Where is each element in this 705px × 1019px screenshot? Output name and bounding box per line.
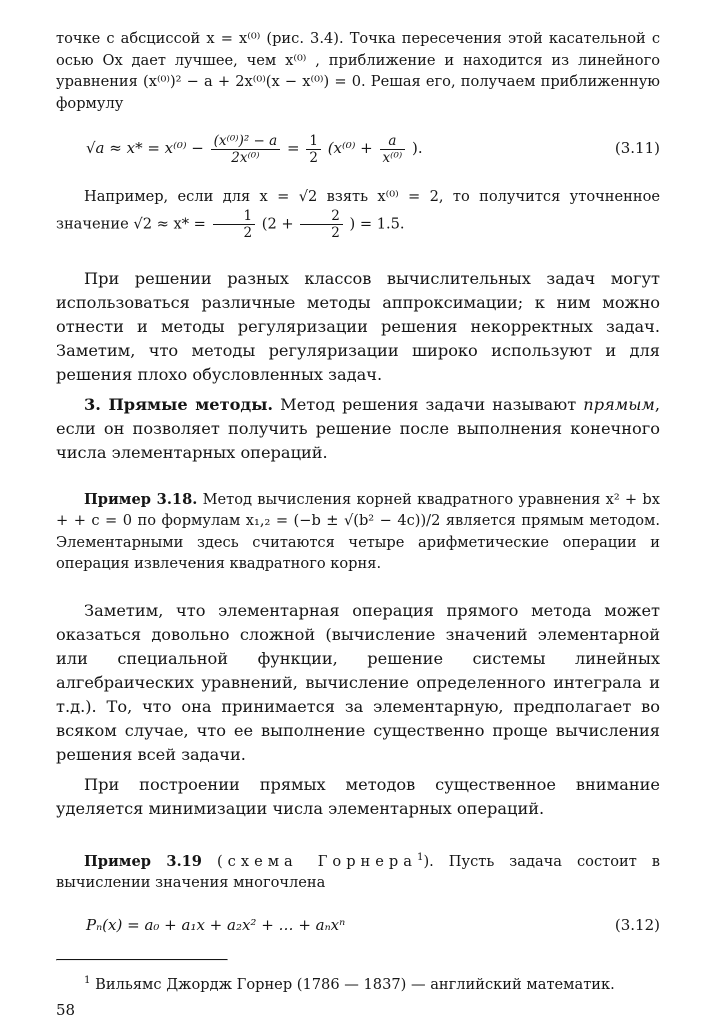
paragraph-elementary-operation: Заметим, что элементарная операция прямого метода может оказаться довольно сложной (вычисление значений элементарной или специальной функции, решение системы линейных алгебраических уравнений, вычисление определенного интеграла и т.д.). То, что она принимается за элементарную, предполагает во всяком случае, что ее выполнение существенно проще вычисления решения всей задачи.: [56, 600, 660, 764]
footnote-ref[interactable]: 1: [416, 851, 424, 863]
footnote: [56, 971, 660, 995]
example-frac2: $\frac{2}{2}$: [300, 208, 343, 241]
example-3-19-heading: Пример 3.19: [84, 852, 202, 870]
example-frac1: $\frac{1}{2}$: [213, 208, 256, 241]
eq311-frac1: $\frac{\text{(x⁽⁰⁾)² − a}}{\text{2x⁽⁰⁾}}$: [211, 133, 281, 166]
footnote-area: [56, 959, 660, 995]
footnote-text: Вильямс Джордж Горнер (1786 — 1837) — английский математик.: [95, 976, 615, 994]
paragraph-direct-methods: [56, 393, 660, 465]
paragraph-minimization: При построении прямых методов существенное внимание уделяется минимизации числа элементарных операций.: [56, 774, 660, 818]
footnote-mark: 1: [84, 975, 91, 987]
eq311-frac2: $\frac{1}{2}$: [306, 133, 321, 166]
page-content: [56, 28, 660, 1019]
paragraph-tangent: точке с абсциссой x = x⁽⁰⁾ (рис. 3.4). Точка пересечения этой касательной с осью Ox дает лучшее, чем x⁽⁰⁾ , приближение и находится из линейного уравнения (x⁽⁰⁾)² − a + 2x⁽⁰⁾(x − x⁽⁰⁾) = 0. Решая его, получаем приближенную формулу: [56, 30, 660, 112]
equation-3-11-body: [86, 128, 423, 168]
paragraph-approximation: При решении разных классов вычислительных задач могут использоваться различные методы аппроксимации; к ним можно отнести и методы регуляризации решения некорректных задач. Заметим, что методы регуляризации широко используют и для решения плохо обусловленных задач.: [56, 268, 660, 384]
eq311-rhs-end: ).: [411, 139, 423, 157]
direct-methods-term: прямым: [583, 394, 655, 414]
example-3-18-heading: Пример 3.18.: [84, 490, 198, 508]
eq311-frac3: $\frac{a}{\text{x⁽⁰⁾}}$: [380, 133, 406, 166]
paragraph-example-sqrt2: [56, 186, 660, 241]
example-mid: (2 +: [261, 215, 294, 232]
horner-scheme-label: (схема Горнера: [216, 852, 417, 870]
example-3-19: [56, 847, 660, 894]
direct-methods-text2: , если он позволяет получить решение после выполнения конечного числа элементарных операций.: [56, 394, 660, 462]
footnote-rule: [56, 959, 228, 961]
eq311-rhs-start: (x⁽⁰⁾ +: [327, 139, 373, 157]
equation-3-12-body: Pₙ(x) = a₀ + a₁x + a₂x² + … + aₙxⁿ: [86, 916, 346, 935]
example-end: ) = 1.5.: [349, 215, 405, 232]
equation-3-11-number: (3.11): [614, 139, 660, 157]
direct-methods-text1: Метод решения задачи называют: [280, 394, 577, 414]
example-3-18-text: Метод вычисления корней квадратного уравнения x² + bx + + c = 0 по формулам x₁,₂ = (−b ± √(b² − 4c))/2 является прямым методом. Элементарными здесь считаются четыре арифметические операции и операция извлечения квадратного корня.: [56, 490, 660, 572]
page-number: 58: [56, 1001, 76, 1019]
equation-3-11: [56, 128, 660, 168]
eq311-lhs: √a ≈ x* = x⁽⁰⁾ −: [86, 139, 204, 157]
equation-3-12: [56, 905, 660, 945]
equation-3-12-number: (3.12): [614, 916, 660, 935]
eq311-mid: =: [286, 139, 300, 157]
direct-methods-heading: 3. Прямые методы.: [84, 394, 274, 414]
example-3-18: [56, 489, 660, 575]
example-3-19-text: ). Пусть задача состоит в вычислении значения многочлена: [56, 852, 660, 891]
example-text: Например, если для x = √2 взять x⁽⁰⁾ = 2, то получится уточненное значение √2 ≈ x* =: [56, 188, 660, 232]
